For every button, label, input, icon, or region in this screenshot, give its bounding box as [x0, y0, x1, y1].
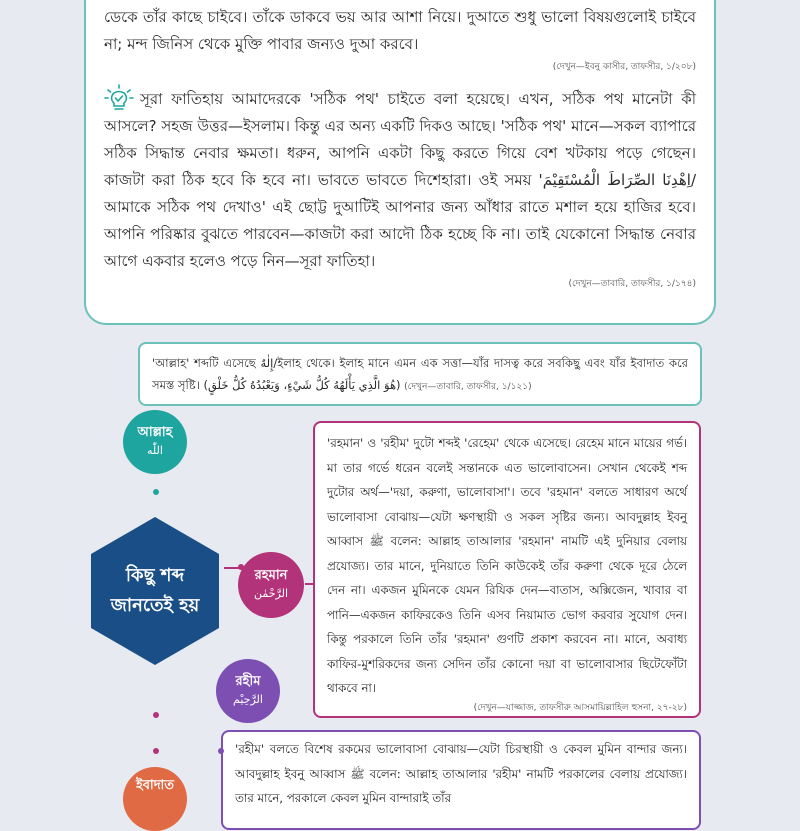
term-allah-arabic: اللّٰه: [147, 444, 163, 457]
term-circle-rahman: [238, 552, 304, 618]
top-citation-2: (দেখুন—তাবারি, তাফসীর, ১/১৭৪): [568, 279, 696, 289]
term-circle-allah: [123, 410, 187, 474]
allah-definition-citation: (দেখুন—তাবারি, তাফসীর, ১/১২১): [404, 382, 532, 392]
timeline-dot: [153, 712, 159, 718]
rahman-definition-text: 'রহমান' ও 'রহীম' দুটো শব্দই 'রেহেম' থেকে এসেছে। রেহেম মানে মায়ের গর্ভ। মা তার গর্ভে ধরেন বলেই সন্তানকে এত ভালোবাসেন। সেখান থেকেই শব্দ দুটোর অর্থ—'দয়া, করুণা, ভালোবাসা'। তবে 'রহমান' বলতে সাধারণ অর্থে ভালোবাসা বোঝায়—যেটা ক্ষণস্থায়ী ও সকল সৃষ্টির জন্য। আবদুল্লাহ ইবনু আব্বাস ﷺ বলেন: আল্লাহ তাআলার 'রহমান' নামটি এই দুনিয়ার বেলায় প্রযোজ্য। তার মানে, দুনিয়াতে তিনি কাউকেই তাঁর করুণা থেকে দূরে ঠেলে দেন না। একজন মুমিনকে যেমন রিযিক দেন—বাতাস, অক্সিজেন, খাবার বা পানি—একজন কাফিরকেও তিনি এসব নিয়ামাত ভোগ করবার সুযোগ দেন। কিন্তু পরকালে তিনি তাঁর 'রহমান' গুণটি প্রকাশ করবেন না। মানে, অবাধ্য কাফির-মুশরিকদের জন্য সেদিন তাঁর কোনো দয়া বা ভালোবাসার ছিটেফোঁটা থাকবে না।: [327, 436, 687, 695]
timeline-dot: [153, 489, 159, 495]
allah-definition-box: [138, 342, 702, 406]
rahim-definition-text: 'রহীম' বলতে বিশেষ রকমের ভালোবাসা বোঝায়—যেটা চিরস্থায়ী ও কেবল মুমিন বান্দার জন্য। আবদুল্লাহ ইবনু আব্বাস ﷺ বলেন: আল্লাহ তাআলার 'রহীম' নামটি পরকালের বেলায় প্রযোজ্য। তার মানে, পরকালে কেবল মুমিন বান্দারাই তাঁর: [235, 742, 687, 805]
term-circle-ibadat: [123, 767, 187, 831]
lightbulb-icon: [104, 84, 134, 112]
term-rahim-bangla: রহীম: [235, 674, 261, 689]
term-rahman-bangla: রহমান: [254, 568, 288, 583]
timeline-dot: [153, 748, 159, 754]
top-text-box: [84, 0, 716, 325]
term-rahim-arabic: الرَّحِيْم: [233, 693, 263, 706]
hexagon-title-line2: জানতেই হয়: [110, 595, 200, 616]
rahman-definition-box: [313, 421, 701, 718]
top-paragraph-2: [104, 84, 696, 275]
allah-definition-text: 'আল্লাহ' শব্দটি এসেছে إِلٰهٌ/ইলাহ থেকে। ইলাহ মানে এমন এক সত্তা—যাঁর দাসত্ব করে সবকিছু এবং যাঁর ইবাদাত করে সমস্ত সৃষ্টি। (هُوَ الَّذِي يَأْلَهُهُ كُلُّ شَيْءٍ، وَيَعْبُدُهُ كُلُّ خَلْقٍ): [152, 356, 688, 392]
connector-line-rahman-box: [305, 583, 314, 585]
rahman-definition-citation: (দেখুন—যাজ্জাজ, তাফসীরু আসমায়িল্লাহিল হুসনা, ২৭-২৮): [473, 702, 687, 713]
hexagon-title-line1: কিছু শব্দ: [125, 565, 185, 586]
term-allah-bangla: আল্লাহ: [137, 425, 173, 440]
term-rahman-arabic: الرَّحْمٰن: [253, 587, 288, 600]
timeline-dot: [218, 748, 224, 754]
top-paragraph-1: ডেকে তাঁর কাছে চাইবে। তাঁকে ডাকবে ভয় আর আশা নিয়ে। দুআতে শুধু ভালো বিষয়গুলোই চাইবে না; মন্দ জিনিস থেকে মুক্তি পাবার জন্যও দুআ করবে।: [104, 8, 696, 53]
rahim-definition-box: [221, 730, 701, 830]
top-paragraph-2-text: সূরা ফাতিহায় আমাদেরকে 'সঠিক পথ' চাইতে বলা হয়েছে। এখন, সঠিক পথ মানেটা কী আসলে? সহজ উত্তর—ইসলাম। কিন্তু এর অন্য একটি দিকও আছে। 'সঠিক পথ' মানে—সকল ব্যাপারে সঠিক সিদ্ধান্ত নেবার ক্ষমতা। ধরুন, আপনি একটা কিছু করতে গিয়ে বেশ খটকায় পড়ে গেছেন। কাজটা করা ঠিক হবে কি হবে না। ভাবতে ভাবতে দিশেহারা। ওই সময় 'اِهْدِنَا الصِّرَاطَ الْمُسْتَقِيْمَ/আমাকে সঠিক পথ দেখাও' এই ছোট্ট দুআটিই আপনার জন্য আঁধার রাতে মশাল হয়ে হাজির হবে। আপনি পরিষ্কার বুঝতে পারবেন—কাজটা করা আদৌ ঠিক হচ্ছে কি না। তাই যেকোনো সিদ্ধান্ত নেবার আগে একবার হলেও পড়ে নিন—সূরা ফাতিহা।: [104, 90, 696, 270]
top-citation-1: (দেখুন—ইবনু কাসীর, তাফসীর, ১/২০৮): [552, 62, 696, 72]
term-circle-rahim: [216, 659, 280, 723]
hexagon-title: [88, 515, 222, 667]
term-ibadat-bangla: ইবাদাত: [135, 778, 175, 793]
section-hexagon: [88, 515, 222, 667]
